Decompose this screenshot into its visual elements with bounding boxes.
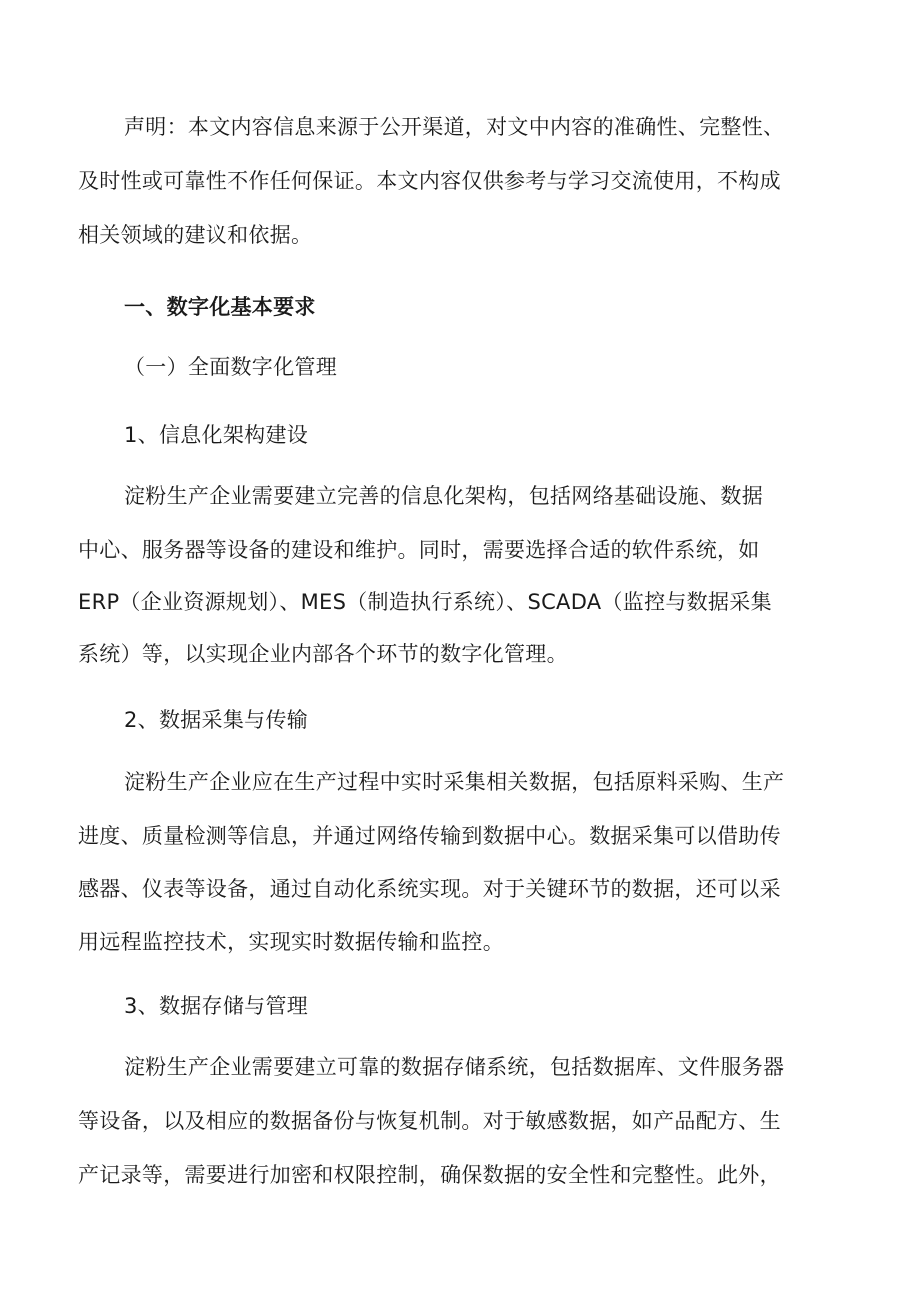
section-heading: 一、数字化基本要求 bbox=[124, 295, 316, 319]
item-1-line-4: 系统）等，以实现企业内部各个环节的数字化管理。 bbox=[78, 642, 568, 666]
item-2-line-4: 用远程监控技术，实现实时数据传输和监控。 bbox=[78, 930, 504, 954]
item-3-line-1: 淀粉生产企业需要建立可靠的数据存储系统，包括数据库、文件服务器 bbox=[124, 1055, 785, 1079]
subsection-heading: （一）全面数字化管理 bbox=[124, 355, 337, 379]
item-2-heading: 2、数据采集与传输 bbox=[124, 708, 309, 732]
item-1-heading: 1、信息化架构建设 bbox=[124, 423, 309, 447]
item-1-line-2: 中心、服务器等设备的建设和维护。同时，需要选择合适的软件系统，如 bbox=[78, 538, 760, 562]
item-2-line-3: 感器、仪表等设备，通过自动化系统实现。对于关键环节的数据，还可以采 bbox=[78, 877, 781, 901]
item-1-line-1: 淀粉生产企业需要建立完善的信息化架构，包括网络基础设施、数据 bbox=[124, 484, 763, 508]
item-3-line-3: 产记录等，需要进行加密和权限控制，确保数据的安全性和完整性。此外， bbox=[78, 1163, 781, 1187]
item-3-line-2: 等设备，以及相应的数据备份与恢复机制。对于敏感数据，如产品配方、生 bbox=[78, 1109, 781, 1133]
item-1-line-3: ERP（企业资源规划）、MES（制造执行系统）、SCADA（监控与数据采集 bbox=[78, 590, 772, 614]
item-3-heading: 3、数据存储与管理 bbox=[124, 994, 309, 1018]
disclaimer-line-2: 及时性或可靠性不作任何保证。本文内容仅供参考与学习交流使用，不构成 bbox=[78, 169, 781, 193]
disclaimer-line-1: 声明：本文内容信息来源于公开渠道，对文中内容的准确性、完整性、 bbox=[124, 115, 785, 139]
disclaimer-line-3: 相关领域的建议和依据。 bbox=[78, 223, 313, 247]
item-2-line-2: 进度、质量检测等信息，并通过网络传输到数据中心。数据采集可以借助传 bbox=[78, 824, 781, 848]
item-2-line-1: 淀粉生产企业应在生产过程中实时采集相关数据，包括原料采购、生产 bbox=[124, 770, 785, 794]
